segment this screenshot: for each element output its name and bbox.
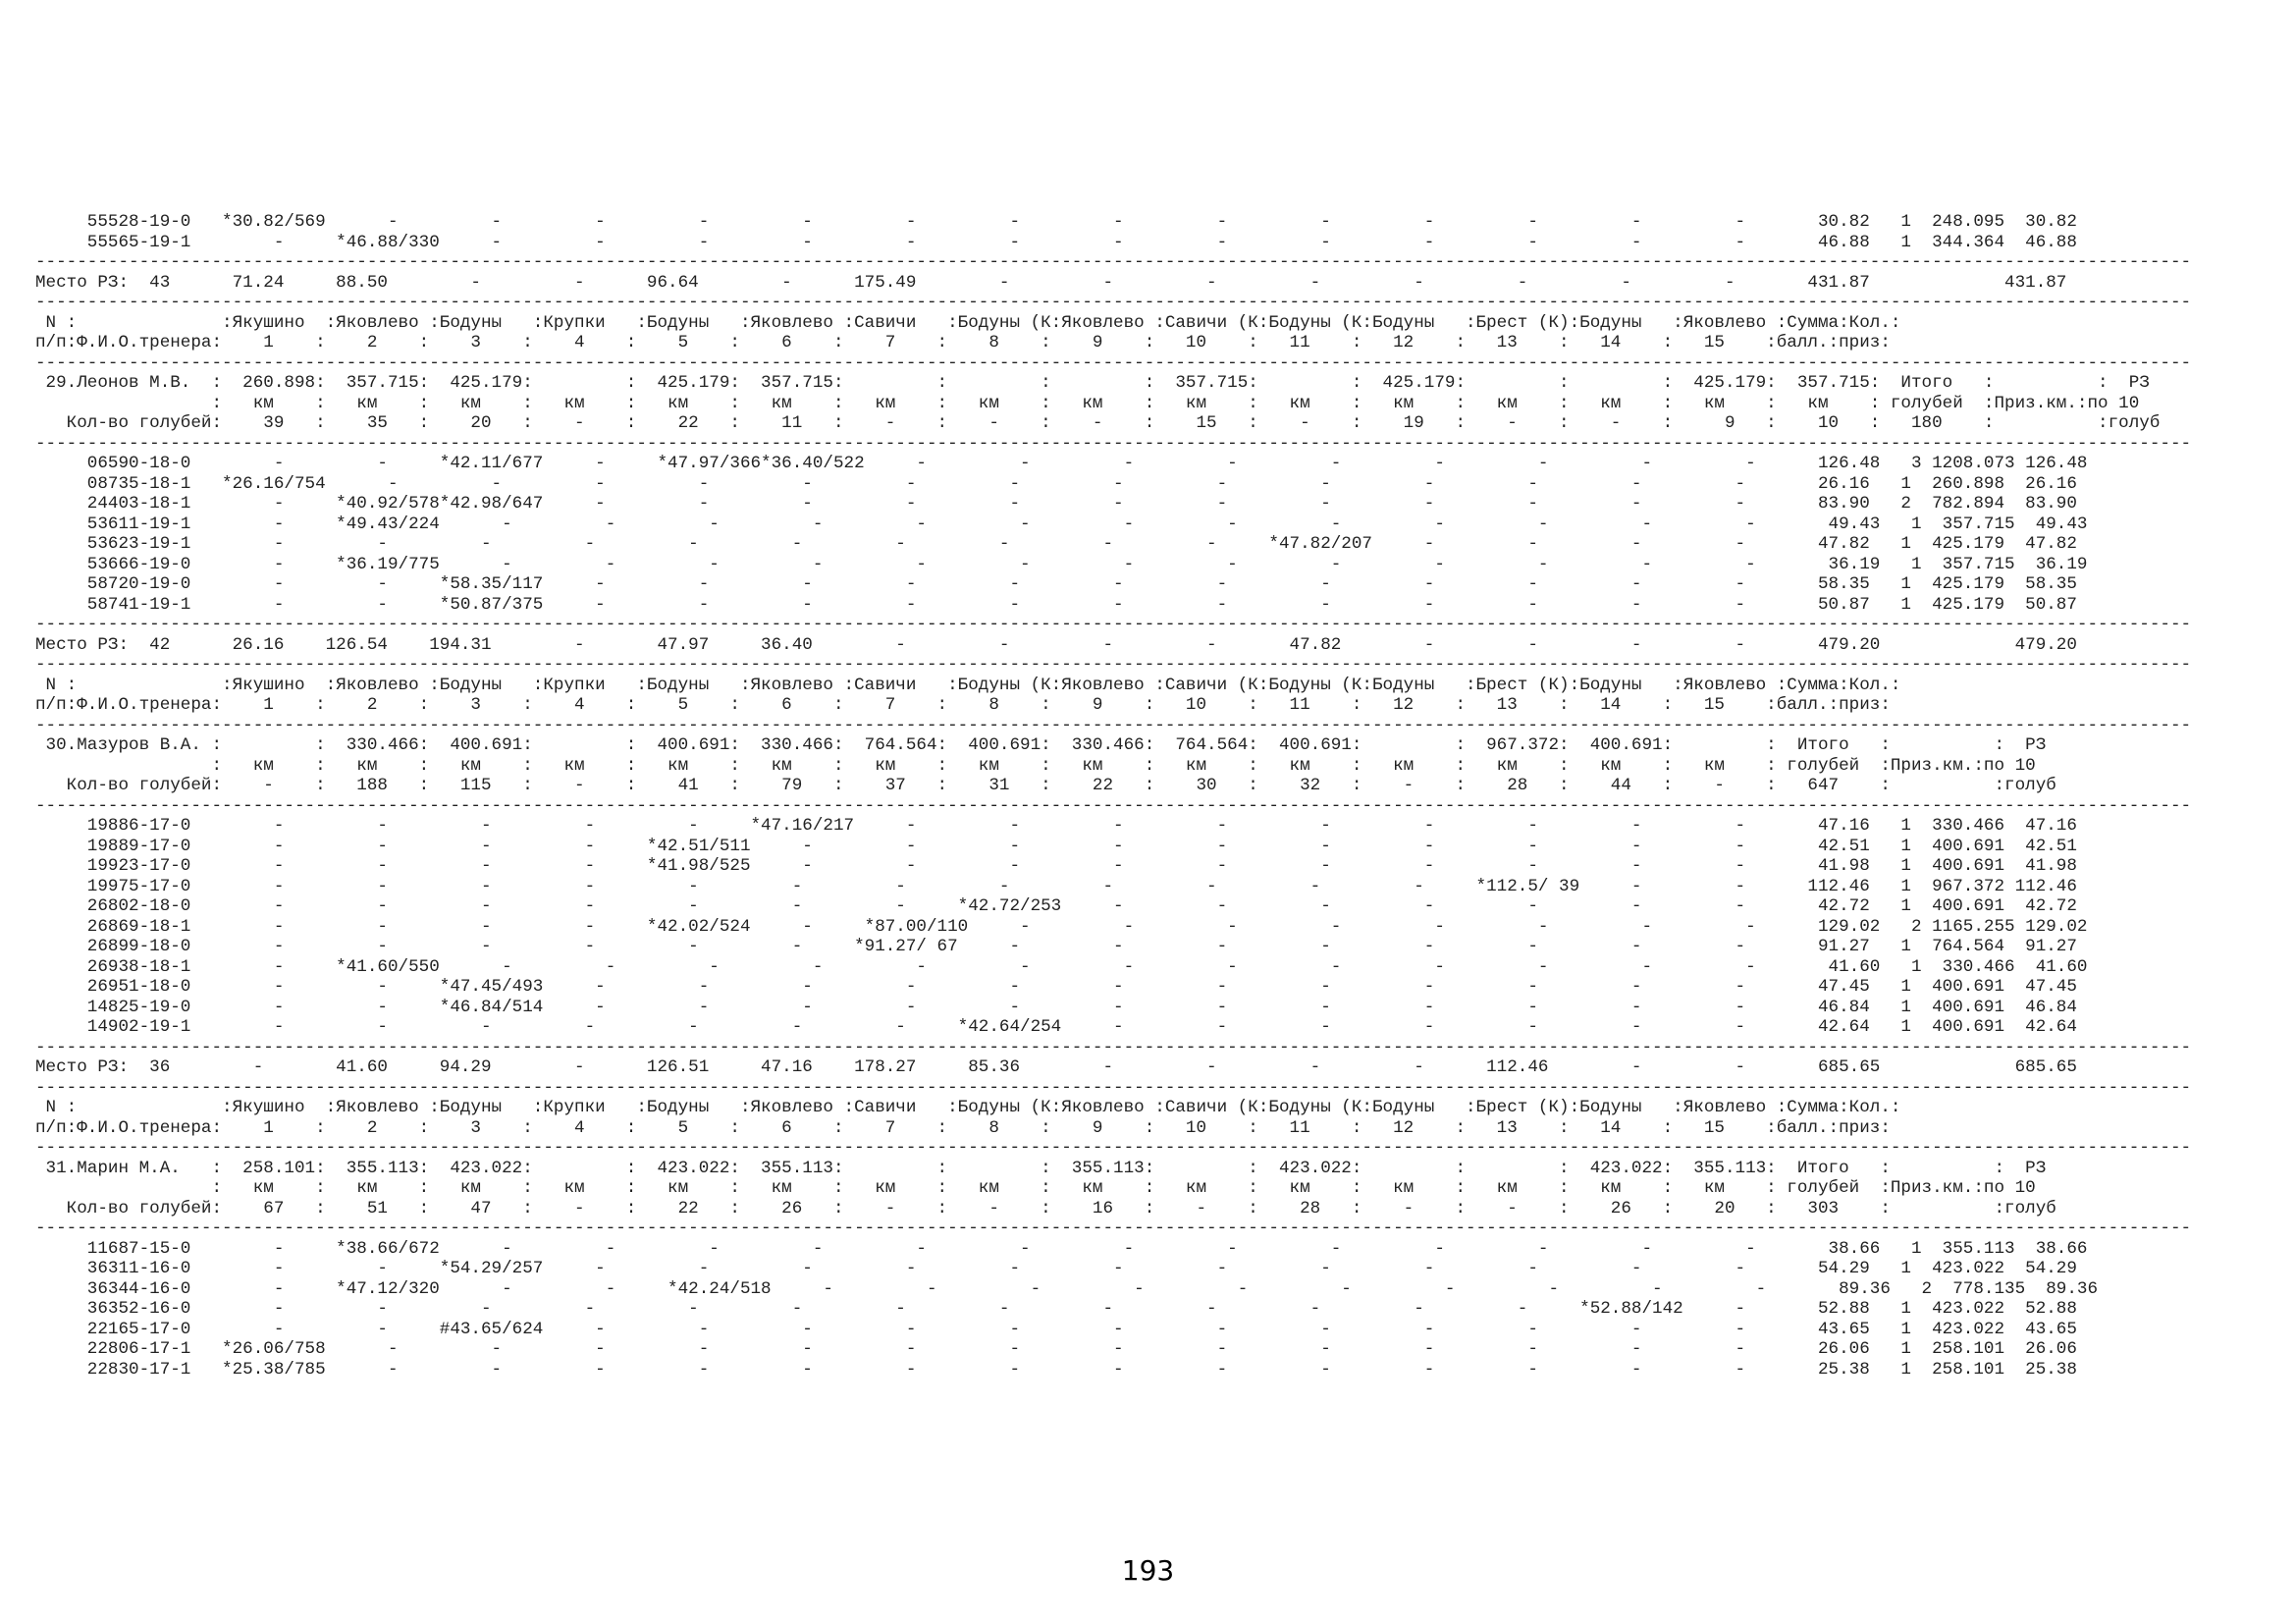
table-row: 26938-18-1 - *41.60/550 - - - - - - - - - - - - - 41.60 1 330.466 41.60 [86,956,2088,977]
table-row: 19923-17-0 - - - - *41.98/525 - - - - - - - - - - 41.98 1 400.691 41.98 [86,856,2077,876]
table-row: 58741-19-1 - - *50.87/375 - - - - - - - - - - - - 50.87 1 425.179 50.87 [86,594,2077,615]
table-row: 22806-17-1 *26.06/758 - - - - - - - - - - - - - - 26.06 1 258.101 26.06 [86,1339,2077,1359]
table-row: 22830-17-1 *25.38/785 - - - - - - - - - - - - - - 25.38 1 258.101 25.38 [86,1359,2077,1380]
table-row: Кол-во голубей: 67 : 51 : 47 : - : 22 : 26 : - : - : 16 : - : 28 : - : - : 26 : 20 : 303 : :голуб [66,1198,2056,1218]
table-row: 24403-18-1 - *40.92/578*42.98/647 - - - - - - - - - - - - 83.90 2 782.894 83.90 [86,494,2077,514]
separator-line: ---------------------------------------------------------------------------------------------------------------------------------------------------------------------------------------------------------------- [35,293,2192,312]
table-row: 11687-15-0 - *38.66/672 - - - - - - - - - - - - - 38.66 1 355.113 38.66 [86,1238,2088,1259]
table-row: 22165-17-0 - - #43.65/624 - - - - - - - - - - - - 43.65 1 423.022 43.65 [86,1319,2077,1339]
table-row: 19975-17-0 - - - - - - - - - - - - *112.5/ 39 - - 112.46 1 967.372 112.46 [86,876,2077,896]
table-row: 55565-19-1 - *46.88/330 - - - - - - - - - - - - - 46.88 1 344.364 46.88 [86,232,2077,252]
table-row: 36352-16-0 - - - - - - - - - - - - - *52.88/142 - 52.88 1 423.022 52.88 [86,1299,2077,1319]
table-row: : км : км : км : км : км : км : км : км : км : км : км : км : км : км : км : голубей :Приз.км.:по 10 [211,755,2036,776]
table-row: 58720-19-0 - - *58.35/117 - - - - - - - - - - - - 58.35 1 425.179 58.35 [86,574,2077,594]
column-header-row: N : :Якушино :Яковлево :Бодуны :Крупки :Бодуны :Яковлево :Савичи :Бодуны (К:Яковлево :Савичи (К:Бодуны (К:Бодуны :Брест (К):Бодуны :Яковлево :Сумма:Кол.: [45,1098,1901,1117]
table-row: : км : км : км : км : км : км : км : км : км : км : км : км : км : км : км : км : голубей :Приз.км.:по 10 [211,393,2140,413]
table-row: 26899-18-0 - - - - - - *91.27/ 67 - - - - - - - - 91.27 1 764.564 91.27 [86,937,2077,956]
table-row: 53666-19-0 - *36.19/775 - - - - - - - - - - - - - 36.19 1 357.715 36.19 [86,554,2088,574]
table-row: 14825-19-0 - - *46.84/514 - - - - - - - - - - - - 46.84 1 400.691 46.84 [86,997,2077,1017]
table-row: : км : км : км : км : км : км : км : км : км : км : км : км : км : км : км : голубей :Приз.км.:по 10 [211,1178,2036,1198]
trainer-row: 30.Мазуров В.А. : : 330.466: 400.691: : 400.691: 330.466: 764.564: 400.691: 330.466: 764.564: 400.691: : 967.372: 400.691: : Итого : : РЗ [45,735,2047,755]
page-number: 193 [1121,1554,1175,1587]
separator-line: ---------------------------------------------------------------------------------------------------------------------------------------------------------------------------------------------------------------- [35,655,2192,675]
separator-line: ---------------------------------------------------------------------------------------------------------------------------------------------------------------------------------------------------------------- [35,1218,2192,1238]
table-row: 26802-18-0 - - - - - - - *42.72/253 - - - - - - - 42.72 1 400.691 42.72 [86,896,2077,916]
column-header-row: п/п:Ф.И.О.тренера: 1 : 2 : 3 : 4 : 5 : 6 : 7 : 8 : 9 : 10 : 11 : 12 : 13 : 14 : 15 :балл.:приз: [35,695,1891,715]
column-header-row: п/п:Ф.И.О.тренера: 1 : 2 : 3 : 4 : 5 : 6 : 7 : 8 : 9 : 10 : 11 : 12 : 13 : 14 : 15 :балл.:приз: [35,333,1891,352]
separator-line: ---------------------------------------------------------------------------------------------------------------------------------------------------------------------------------------------------------------- [35,795,2192,816]
trainer-row: 31.Марин М.А. : 258.101: 355.113: 423.022: : 423.022: 355.113: : : 355.113: : 423.022: : : 423.022: 355.113: Итого : : РЗ [45,1158,2047,1178]
table-row: 26951-18-0 - - *47.45/493 - - - - - - - - - - - - 47.45 1 400.691 47.45 [86,977,2077,997]
separator-line: ---------------------------------------------------------------------------------------------------------------------------------------------------------------------------------------------------------------- [35,1037,2192,1057]
separator-line: ---------------------------------------------------------------------------------------------------------------------------------------------------------------------------------------------------------------- [35,715,2192,735]
table-row: 26869-18-1 - - - - *42.02/524 - *87.00/110 - - - - - - - - 129.02 2 1165.255 129.02 [86,916,2088,937]
separator-line: ---------------------------------------------------------------------------------------------------------------------------------------------------------------------------------------------------------------- [35,252,2192,272]
table-row: 19889-17-0 - - - - *42.51/511 - - - - - - - - - - 42.51 1 400.691 42.51 [86,836,2077,856]
separator-line: ---------------------------------------------------------------------------------------------------------------------------------------------------------------------------------------------------------------- [35,615,2192,634]
table-row: 55528-19-0 *30.82/569 - - - - - - - - - - - - - - 30.82 1 248.095 30.82 [86,212,2077,232]
separator-line: ---------------------------------------------------------------------------------------------------------------------------------------------------------------------------------------------------------------- [35,352,2192,373]
column-header-row: п/п:Ф.И.О.тренера: 1 : 2 : 3 : 4 : 5 : 6 : 7 : 8 : 9 : 10 : 11 : 12 : 13 : 14 : 15 :балл.:приз: [35,1117,1891,1138]
table-row: 14902-19-1 - - - - - - - *42.64/254 - - - - - - - 42.64 1 400.691 42.64 [86,1017,2077,1037]
table-row: 53623-19-1 - - - - - - - - - - *47.82/207 - - - - 47.82 1 425.179 47.82 [86,534,2077,554]
table-row: Кол-во голубей: 39 : 35 : 20 : - : 22 : 11 : - : - : - : 15 : - : 19 : - : - : 9 : 10 : 180 : :голуб [66,413,2161,433]
table-row: 36344-16-0 - *47.12/320 - - *42.24/518 - - - - - - - - - - 89.36 2 778.135 89.36 [86,1278,2099,1299]
section-total-row: Место РЗ: 36 - 41.60 94.29 - 126.51 47.16 178.27 85.36 - - - - 112.46 - - 685.65 685.65 [35,1057,2077,1077]
table-row: 06590-18-0 - - *42.11/677 - *47.97/366*36.40/522 - - - - - - - - - 126.48 3 1208.073 126.48 [86,454,2088,473]
section-total-row: Место РЗ: 42 26.16 126.54 194.31 - 47.97 36.40 - - - - 47.82 - - - - 479.20 479.20 [35,634,2077,655]
column-header-row: N : :Якушино :Яковлево :Бодуны :Крупки :Бодуны :Яковлево :Савичи :Бодуны (К:Яковлево :Савичи (К:Бодуны (К:Бодуны :Брест (К):Бодуны :Яковлево :Сумма:Кол.: [45,312,1901,333]
table-row: 19886-17-0 - - - - - *47.16/217 - - - - - - - - - 47.16 1 330.466 47.16 [86,816,2077,836]
trainer-row: 29.Леонов М.В. : 260.898: 357.715: 425.179: : 425.179: 357.715: : : : 357.715: : 425.179: : : 425.179: 357.715: Итого : : РЗ [45,373,2150,393]
table-row: 53611-19-1 - *49.43/224 - - - - - - - - - - - - - 49.43 1 357.715 49.43 [86,514,2088,534]
separator-line: ---------------------------------------------------------------------------------------------------------------------------------------------------------------------------------------------------------------- [35,433,2192,454]
results-table-text [35,212,2191,1380]
table-row: 36311-16-0 - - *54.29/257 - - - - - - - - - - - - 54.29 1 423.022 54.29 [86,1259,2077,1278]
column-header-row: N : :Якушино :Яковлево :Бодуны :Крупки :Бодуны :Яковлево :Савичи :Бодуны (К:Яковлево :Савичи (К:Бодуны (К:Бодуны :Брест (К):Бодуны :Яковлево :Сумма:Кол.: [45,675,1901,695]
table-row: 08735-18-1 *26.16/754 - - - - - - - - - - - - - - 26.16 1 260.898 26.16 [86,473,2077,494]
separator-line: ---------------------------------------------------------------------------------------------------------------------------------------------------------------------------------------------------------------- [35,1138,2192,1158]
separator-line: ---------------------------------------------------------------------------------------------------------------------------------------------------------------------------------------------------------------- [35,1077,2192,1098]
section-total-row: Место РЗ: 43 71.24 88.50 - - 96.64 - 175.49 - - - - - - - - 431.87 431.87 [35,272,2067,293]
table-row: Кол-во голубей: - : 188 : 115 : - : 41 : 79 : 37 : 31 : 22 : 30 : 32 : - : 28 : 44 : - : 647 : :голуб [66,776,2056,795]
